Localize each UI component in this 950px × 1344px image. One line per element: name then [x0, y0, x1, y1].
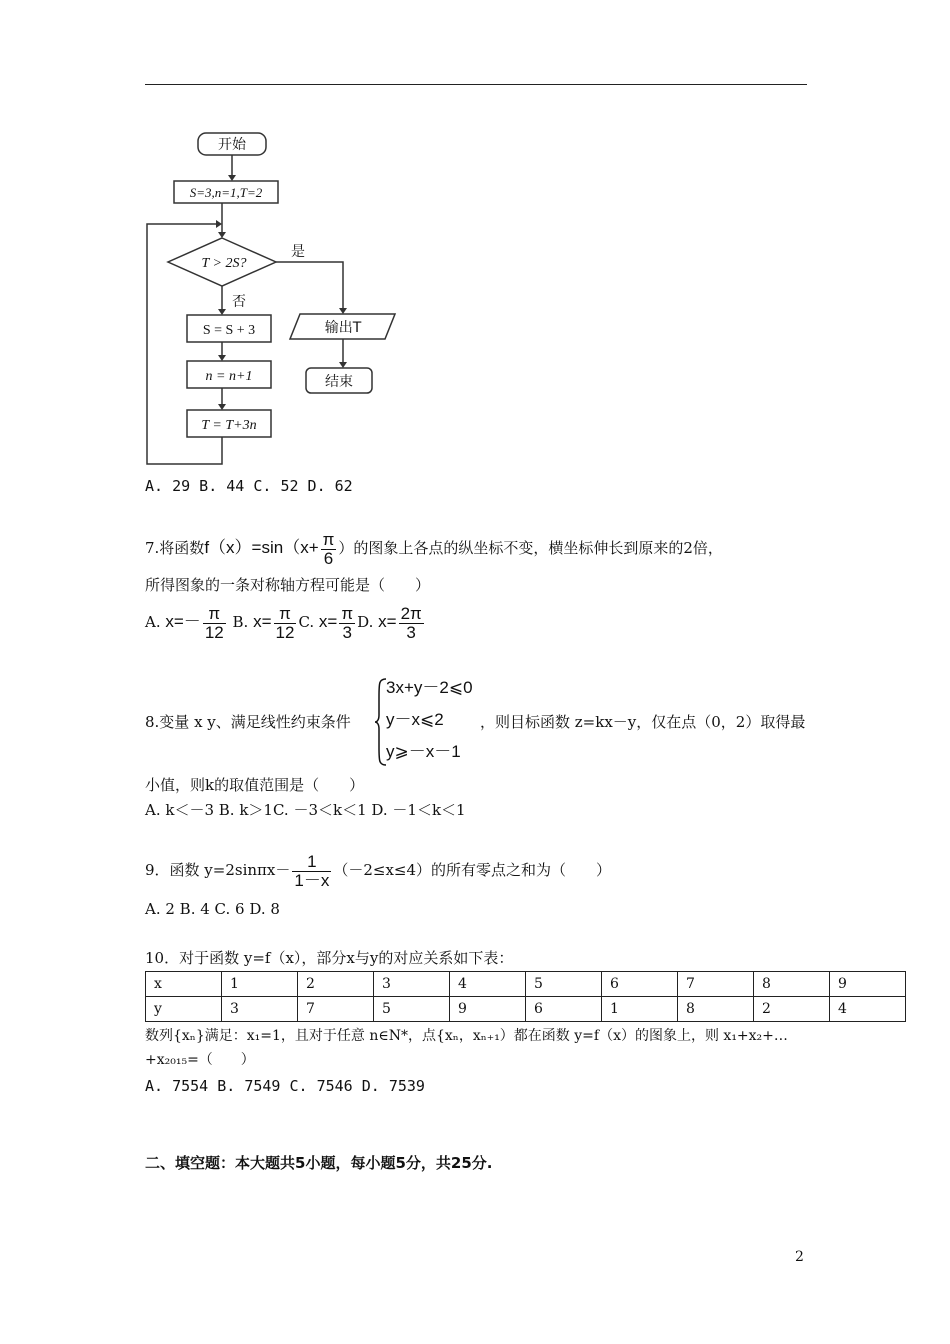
table-cell: 6 [526, 997, 602, 1022]
q7-frac-den: 6 [323, 548, 334, 568]
q7-opt-b-den: 12 [275, 622, 295, 642]
flow-no-label: 否 [232, 294, 246, 310]
q8-suffix: ，则目标函数 z=kx－y，仅在点（0，2）取得最 [480, 713, 806, 731]
table-cell: 6 [602, 972, 678, 997]
q10-table [145, 971, 906, 1022]
q9-prefix: 9．函数 y=2sinπx－ [145, 861, 291, 879]
q8-line2: 小值，则k的取值范围是（ ） [145, 776, 365, 794]
q7-opt-d-pre: x= [378, 612, 397, 631]
q7-opt-d-frac [399, 605, 424, 642]
table-cell: x [146, 972, 222, 997]
flow-step1-label: S = S + 3 [202, 323, 256, 338]
q6-options: A. 29 B. 44 C. 52 D. 62 [145, 477, 353, 495]
table-cell: 4 [830, 997, 906, 1022]
q7-opt-c-den: 3 [342, 622, 352, 642]
flow-start-label: 开始 [218, 137, 246, 153]
q7-suffix: ）的图象上各点的纵坐标不变，横坐标伸长到原来的2倍， [338, 539, 723, 557]
table-cell: 7 [298, 997, 374, 1022]
q7-opt-d-num: 2π [400, 603, 422, 623]
q9-options: A. 2 B. 4 C. 6 D. 8 [145, 900, 280, 918]
flow-decision-label: T > 2S? [201, 256, 247, 271]
header-rule [145, 84, 807, 85]
table-cell: 8 [754, 972, 830, 997]
table-cell: 1 [222, 972, 298, 997]
table-cell: y [146, 997, 222, 1022]
q7-opt-c-label: C. [298, 613, 319, 631]
q7-prefix: 7.将函数 [145, 539, 205, 557]
q7-opt-a-frac [203, 605, 226, 642]
section-heading: 二、填空题：本大题共5小题，每小题5分，共25分. [145, 1154, 493, 1172]
q9-frac-num: 1 [292, 853, 331, 872]
table-cell: 8 [678, 997, 754, 1022]
q7-opt-d-label: D. [357, 613, 379, 631]
flow-step3-label: T = T+3n [201, 418, 257, 433]
page-number: 2 [795, 1249, 804, 1265]
q7-frac-num: π [322, 529, 335, 549]
q7-opt-a-label: A. [145, 613, 166, 631]
q7-opt-a-num: π [203, 605, 226, 624]
table-row [146, 972, 906, 997]
q7-opt-b-num: π [274, 605, 297, 624]
q9-fraction [292, 853, 331, 890]
flow-yes-label: 是 [291, 244, 305, 260]
q7-fraction [321, 531, 337, 568]
flowchart [140, 125, 410, 475]
table-cell: 4 [450, 972, 526, 997]
q8-constraint-2: y－x⩽2 [386, 710, 444, 729]
q7-opt-c-num: π [341, 603, 354, 623]
q7-stem [145, 528, 723, 568]
q10-stem: 10．对于函数 y=f（x），部分x与y的对应关系如下表： [145, 949, 514, 967]
q7-opt-c-frac [339, 605, 355, 642]
q7-opt-c-pre: x= [318, 612, 338, 631]
q7-func: f（x）=sin（x+ [204, 538, 319, 557]
q9-stem [145, 850, 611, 890]
table-cell: 9 [830, 972, 906, 997]
q7-opt-a-den: 12 [204, 622, 224, 642]
table-cell: 7 [678, 972, 754, 997]
q8-constraint-3: y⩾－x－1 [386, 742, 461, 761]
q7-opt-a-pre: x=－ [165, 612, 201, 631]
table-row [146, 997, 906, 1022]
q8-prefix: 8.变量 x y、满足线性约束条件 [145, 713, 351, 731]
q7-opt-b-frac [274, 605, 297, 642]
q9-suffix: （－2≤x≤4）的所有零点之和为（ ） [333, 861, 612, 879]
table-cell: 1 [602, 997, 678, 1022]
table-cell: 2 [754, 997, 830, 1022]
q8-options: A. k＜－3 B. k＞1C. －3＜k＜1 D. －1＜k＜1 [145, 801, 466, 819]
flow-init-label: S=3,n=1,T=2 [189, 185, 263, 200]
q9-frac-den: 1－x [294, 870, 330, 890]
q7-opt-d-den: 3 [406, 622, 416, 642]
table-cell: 3 [222, 997, 298, 1022]
q7-line2: 所得图象的一条对称轴方程可能是（ ） [145, 576, 431, 594]
table-cell: 5 [374, 997, 450, 1022]
q7-options [145, 602, 426, 642]
q10-line3: +x₂₀₁₅=（ ） [145, 1052, 255, 1068]
q8-constraint-1: 3x+y－2⩽0 [386, 678, 473, 697]
table-cell: 2 [298, 972, 374, 997]
table-cell: 3 [374, 972, 450, 997]
flow-output-label: 输出T [324, 320, 362, 336]
flow-end-label: 结束 [325, 374, 353, 390]
table-cell: 5 [526, 972, 602, 997]
q10-options: A. 7554 B. 7549 C. 7546 D. 7539 [145, 1077, 425, 1095]
table-cell: 9 [450, 997, 526, 1022]
flow-step2-label: n = n+1 [205, 369, 253, 384]
q10-line2: 数列{xₙ}满足：x₁=1，且对于任意 n∈N*，点{xₙ，xₙ₊₁）都在函数 y=f（x）的图象上，则 x₁+x₂+… [145, 1028, 788, 1044]
q7-opt-b-label: B. [232, 613, 254, 631]
q7-opt-b-pre: x= [253, 612, 272, 631]
